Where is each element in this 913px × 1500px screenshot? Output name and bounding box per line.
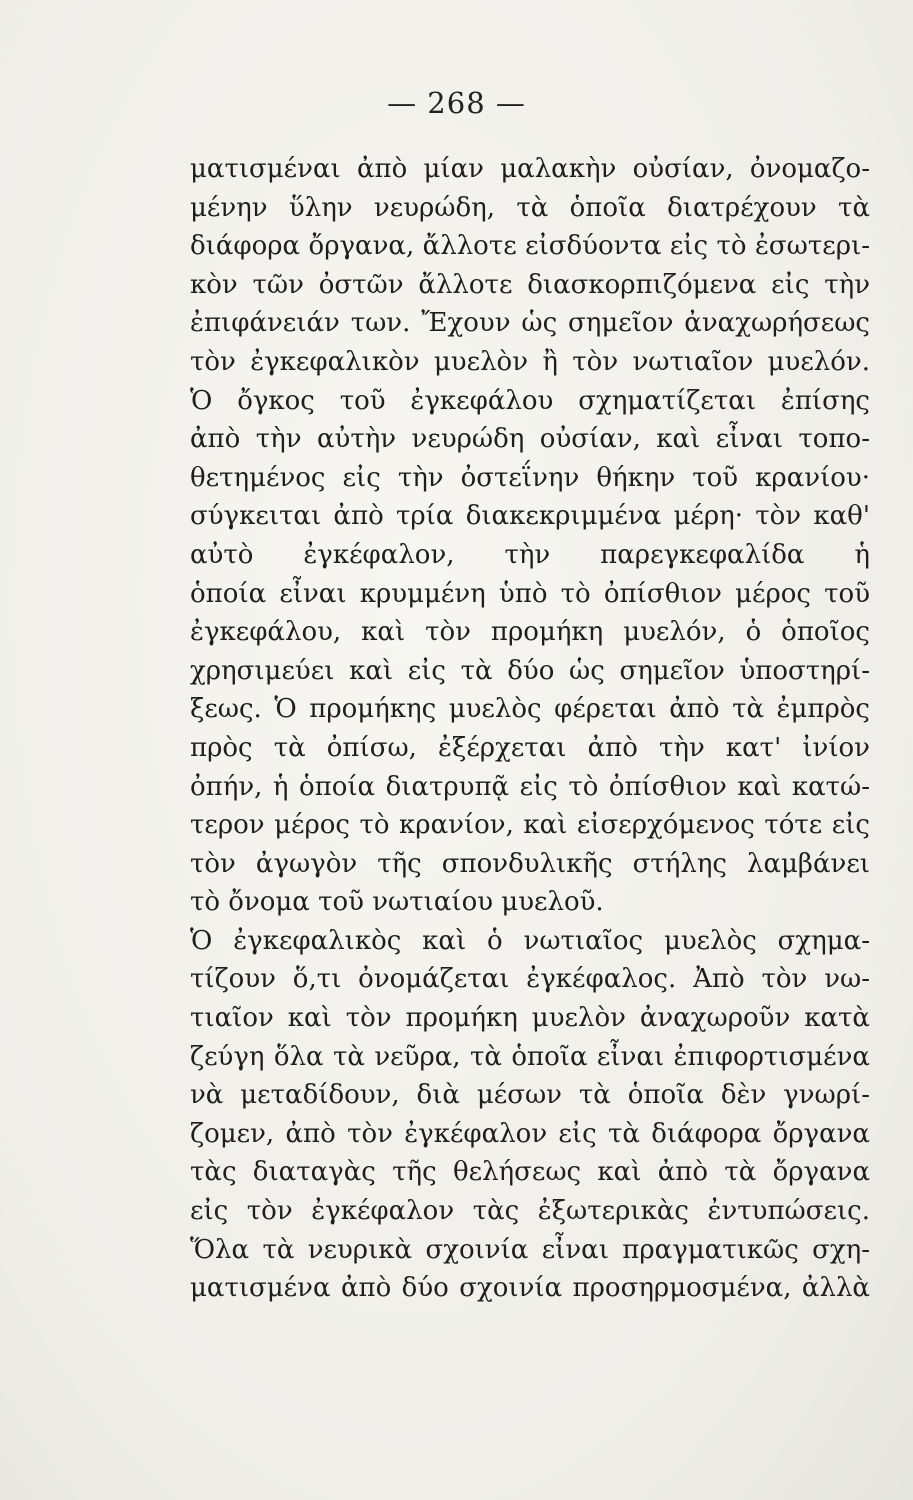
text-line: εἰς τὸν ἐγκέφαλον τὰς ἐξωτερικὰς ἐντυπώσεις. <box>190 1196 870 1227</box>
text-line: ἐπιφάνειάν των. Ἔχουν ὡς σημεῖον ἀναχωρήσεως <box>190 308 870 339</box>
text-line: νὰ μεταδίδουν, διὰ μέσων τὰ ὁποῖα δὲν γνωρί- <box>190 1080 870 1111</box>
text-line: ζομεν, ἀπὸ τὸν ἐγκέφαλον εἰς τὰ διάφορα ὄργανα <box>190 1118 870 1149</box>
page-number: — 268 — <box>387 86 526 120</box>
text-line: τὸ ὄνομα τοῦ νωτιαίου μυελοῦ. <box>190 887 604 918</box>
text-line: Ὅλα τὰ νευρικὰ σχοινία εἶναι πραγματικῶς σχη- <box>190 1234 870 1265</box>
text-line: ζεύγη ὅλα τὰ νεῦρα, τὰ ὁποῖα εἶναι ἐπιφορτισμένα <box>190 1041 870 1072</box>
text-line: μένην ὕλην νευρώδη, τὰ ὁποῖα διατρέχουν τὰ <box>190 192 870 223</box>
text-line: Ὁ ὄγκος τοῦ ἐγκεφάλου σχηματίζεται ἐπίσης <box>190 385 870 416</box>
text-line: χρησιμεύει καὶ εἰς τὰ δύο ὡς σημεῖον ὑποστηρί- <box>190 655 870 686</box>
text-line: ματισμέναι ἀπὸ μίαν μαλακὴν οὐσίαν, ὀνομαζο- <box>190 154 870 184</box>
text-line: ἐγκεφάλου, καὶ τὸν προμήκη μυελόν, ὁ ὁποῖος <box>190 617 870 648</box>
text-line: τὸν ἀγωγὸν τῆς σπονδυλικῆς στήλης λαμβάνει <box>190 848 870 879</box>
text-line: τερον μέρος τὸ κρανίον, καὶ εἰσερχόμενος τότε εἰς <box>190 810 870 841</box>
text-line: ὀπήν, ἡ ὁποία διατρυπᾷ εἰς τὸ ὀπίσθιον καὶ κατώ- <box>190 771 870 802</box>
text-line: διάφορα ὄργανα, ἄλλοτε εἰσδύοντα εἰς τὸ ἐσωτερι- <box>190 231 870 262</box>
text-line: αὐτὸ ἐγκέφαλον, τὴν παρεγκεφαλίδα ἡ <box>190 539 870 570</box>
text-line: τὰς διαταγὰς τῆς θελήσεως καὶ ἀπὸ τὰ ὄργανα <box>190 1157 870 1188</box>
text-line: τὸν ἐγκεφαλικὸν μυελὸν ἢ τὸν νωτιαῖον μυελόν. <box>190 346 870 377</box>
text-line: πρὸς τὰ ὀπίσω, ἐξέρχεται ἀπὸ τὴν κατ' ἰνίον <box>190 732 870 763</box>
text-line: τίζουν ὅ,τι ὀνομάζεται ἐγκέφαλος. Ἀπὸ τὸν νω- <box>190 964 870 995</box>
text-line: ξεως. Ὁ προμήκης μυελὸς φέρεται ἀπὸ τὰ ἐμπρὸς <box>190 694 870 725</box>
text-line: θετημένος εἰς τὴν ὀστεΐνην θήκην τοῦ κρανίου· <box>190 462 870 493</box>
text-line: ἀπὸ τὴν αὐτὴν νευρώδη οὐσίαν, καὶ εἶναι τοπο- <box>190 424 870 455</box>
text-line: σύγκειται ἀπὸ τρία διακεκριμμένα μέρη· τὸν καθ' <box>190 501 870 532</box>
text-line: ματισμένα ἀπὸ δύο σχοινία προσηρμοσμένα, ἀλλὰ <box>190 1273 870 1304</box>
text-line: Ὁ ἐγκεφαλικὸς καὶ ὁ νωτιαῖος μυελὸς σχημα- <box>190 925 870 956</box>
page-body-text <box>190 150 870 1308</box>
text-line: ὁποία εἶναι κρυμμένη ὑπὸ τὸ ὀπίσθιον μέρος τοῦ <box>190 578 870 609</box>
text-line: κὸν τῶν ὀστῶν ἄλλοτε διασκορπιζόμενα εἰς τὴν <box>190 269 870 300</box>
text-line: τιαῖον καὶ τὸν προμήκη μυελὸν ἀναχωροῦν κατὰ <box>190 1003 870 1034</box>
